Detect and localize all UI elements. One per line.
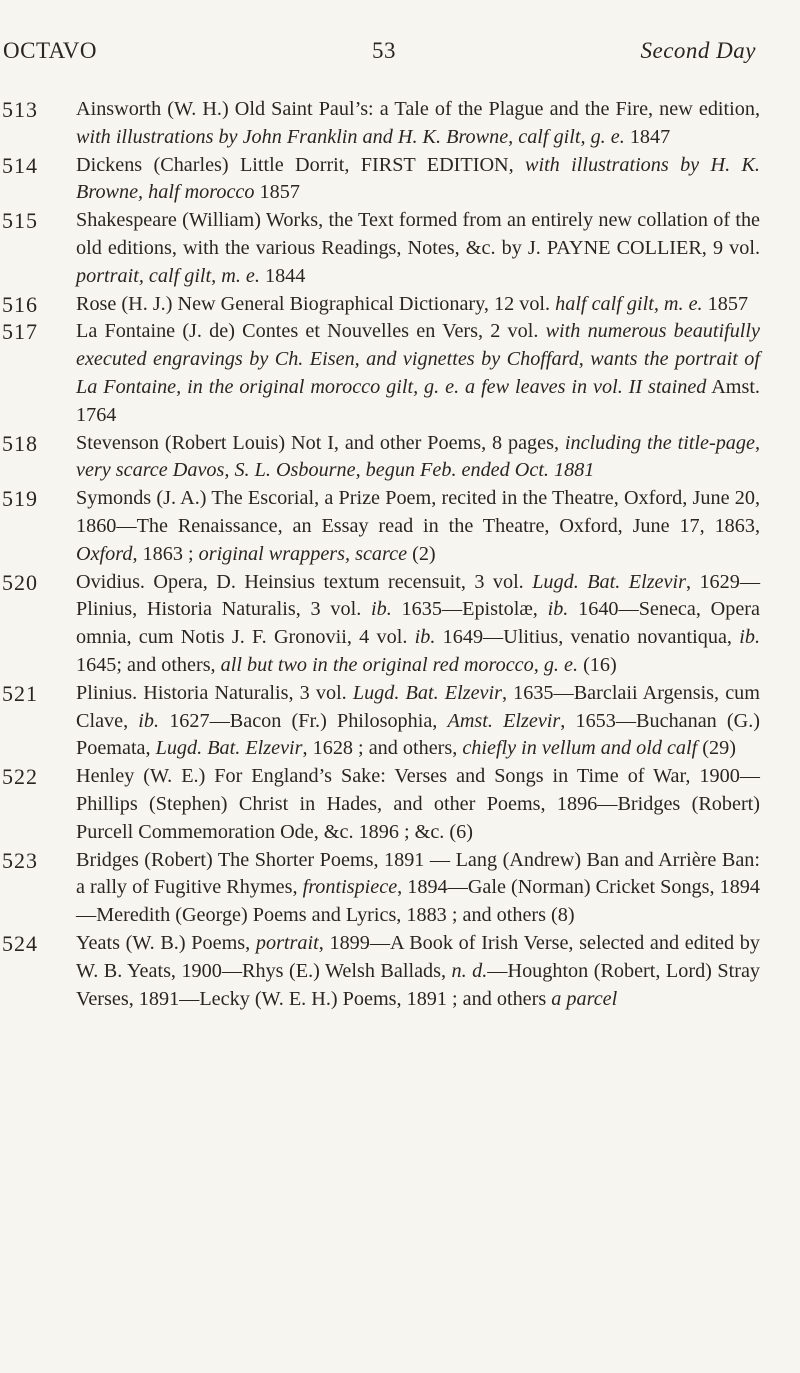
- page-header: [0, 38, 800, 72]
- format-heading: OCTAVO: [3, 38, 98, 63]
- lot-entry: [0, 291, 800, 319]
- lot-description-italic: chiefly in vellum and old calf: [462, 737, 698, 760]
- lot-description: [76, 680, 760, 763]
- lot-description: [76, 569, 760, 680]
- lot-description-italic: a parcel: [551, 987, 618, 1010]
- lot-entry: [0, 763, 800, 846]
- lot-description-text: , 1635—Barclaii Argensis, cum Clave,: [76, 681, 760, 732]
- lot-entry: [0, 430, 800, 486]
- lot-description-text: , 1629—Plinius, Historia Naturalis, 3 vol.: [76, 570, 761, 621]
- lot-description-text: 1844: [259, 264, 306, 287]
- lot-number: 523: [2, 847, 38, 873]
- lot-description-italic: ib.: [371, 598, 392, 621]
- lot-description: [76, 96, 760, 152]
- lot-number: 514: [2, 152, 38, 178]
- lot-description-text: , 1653—Buchanan (G.) Poemata,: [76, 709, 760, 760]
- lot-description-text: 1649—Ulitius, venatio novantiqua,: [435, 626, 740, 649]
- lot-description-italic: frontispiece: [302, 876, 398, 899]
- lot-number: 518: [2, 430, 38, 456]
- lot-description: [76, 291, 760, 319]
- lot-number: 519: [2, 486, 38, 512]
- lot-description-italic: original wrappers, scarce: [198, 542, 408, 565]
- lot-description-italic: Lugd. Bat. Elzevir: [352, 681, 502, 704]
- lot-description-text: (2): [407, 542, 436, 565]
- lot-entry: [0, 680, 800, 763]
- lot-description-text: Ainsworth (W. H.) Old Saint Paul’s: a Tale of the Plague and the Fire, new edition,: [76, 98, 760, 120]
- lot-description: [76, 930, 760, 1013]
- lot-description-text: (16): [578, 653, 617, 676]
- lot-number: 524: [2, 930, 38, 956]
- lot-description-italic: including the title-page, very scarce Davos, S. L. Osbourne, begun Feb. ended Oct. 1881: [76, 431, 761, 482]
- lot-description-italic: n. d.: [451, 959, 488, 982]
- lot-description-italic: Amst. Elzevir: [447, 709, 561, 732]
- lot-description-text: , 1863 ;: [132, 542, 199, 565]
- lot-number: 520: [2, 569, 38, 595]
- lot-description-italic: Lugd. Bat. Elzevir: [532, 570, 686, 593]
- lot-description-text: 1847: [624, 125, 671, 148]
- lot-description: [76, 485, 760, 568]
- lot-number: 522: [2, 764, 38, 790]
- lot-entry: [0, 207, 800, 290]
- lot-description-italic: all but two in the original red morocco, g. e.: [220, 653, 579, 676]
- lot-description: [76, 207, 760, 290]
- lot-description-text: , 1899—A Book of Irish Verse, selected and edited by W. B. Yeats, 1900—Rhys (E.) Welsh Ballads,: [76, 931, 760, 982]
- lot-description-text: Dickens (Charles) Little Dorrit, FIRST EDITION,: [76, 153, 525, 176]
- lot-description-text: (29): [697, 737, 736, 760]
- lot-description-text: Bridges (Robert) The Shorter Poems, 1891 — Lang (Andrew) Ban and Arrière Ban: a rally of Fugitive Rhymes,: [76, 848, 760, 899]
- lot-description-text: Shakespeare (William) Works, the Text formed from an entirely new collation of the old editions, with the various Readings, Notes, &c. by J. PAYNE COLLIER, 9 vol.: [76, 209, 760, 259]
- lot-entry: [0, 318, 800, 429]
- lot-description-text: , 1628 ; and others,: [302, 737, 463, 760]
- lot-number: 517: [2, 319, 38, 345]
- lot-description-italic: ib.: [739, 626, 760, 649]
- lot-entry: [0, 569, 800, 680]
- lot-description-text: Stevenson (Robert Louis) Not I, and other Poems, 8 pages,: [76, 431, 565, 454]
- lot-list: [0, 96, 800, 1013]
- lot-entry: [0, 485, 800, 568]
- lot-description-italic: Lugd. Bat. Elzevir: [155, 737, 303, 760]
- lot-description-text: Yeats (W. B.) Poems,: [76, 931, 256, 954]
- lot-description-text: La Fontaine (J. de) Contes et Nouvelles en Vers, 2 vol.: [76, 320, 546, 343]
- sale-day-heading: Second Day: [640, 38, 756, 63]
- lot-description-text: 1635—Epistolæ,: [391, 598, 548, 621]
- lot-number: 521: [2, 680, 38, 706]
- lot-description: [76, 152, 760, 208]
- lot-description-italic: portrait: [255, 931, 319, 954]
- lot-description-text: Henley (W. E.) For England’s Sake: Verses and Songs in Time of War, 1900—Phillips (Stephen) Christ in Hades, and other Poems, 1896—Bridges (Robert) Purcell Commemoration Ode, &c. 1896 ; &c. (6): [76, 765, 760, 843]
- lot-number: 516: [2, 291, 38, 317]
- lot-description-text: , 1894—Gale (Norman) Cricket Songs, 1894—Meredith (George) Poems and Lyrics, 1883 ; and others (8): [76, 876, 760, 927]
- lot-description: [76, 318, 760, 429]
- lot-description-text: 1627—Bacon (Fr.) Philosophia,: [159, 709, 448, 732]
- lot-description-text: 1640—Seneca, Opera omnia, cum Notis J. F. Gronovii, 4 vol.: [76, 598, 760, 649]
- lot-number: 513: [2, 97, 38, 122]
- lot-description-text: Plinius. Historia Naturalis, 3 vol.: [76, 681, 353, 704]
- lot-description-text: Rose (H. J.) New General Biographical Dictionary, 12 vol.: [76, 292, 556, 315]
- lot-description: [76, 430, 760, 486]
- lot-description: [76, 763, 760, 846]
- lot-description-italic: Oxford: [76, 542, 133, 565]
- lot-entry: [0, 152, 800, 208]
- lot-entry: [0, 847, 800, 930]
- lot-description-italic: ib.: [138, 709, 160, 732]
- lot-description-text: Amst. 1764: [76, 375, 760, 426]
- lot-entry: [0, 930, 800, 1013]
- lot-entry: [0, 96, 800, 152]
- lot-number: 515: [2, 208, 38, 234]
- lot-description-text: Ovidius. Opera, D. Heinsius textum recensuit, 3 vol.: [76, 570, 533, 593]
- lot-description-italic: half calf gilt, m. e.: [555, 292, 703, 315]
- lot-description-italic: ib.: [547, 598, 569, 621]
- lot-description-text: 1857: [254, 181, 300, 204]
- lot-description-text: 1857: [702, 292, 749, 315]
- lot-description-italic: ib.: [414, 626, 436, 649]
- lot-description-italic: with numerous beautifully executed engravings by Ch. Eisen, and vignettes by Choffard, wants the portrait of La Fontaine, in the original morocco gilt, g. e. a few leaves in vol. II stained: [76, 320, 760, 398]
- lot-description-italic: with illustrations by H. K. Browne, half morocco: [76, 153, 760, 204]
- lot-description-italic: with illustrations by John Franklin and H. K. Browne, calf gilt, g. e.: [76, 125, 625, 148]
- lot-description-text: Symonds (J. A.) The Escorial, a Prize Poem, recited in the Theatre, Oxford, June 20, 1860—The Renaissance, an Essay read in the Theatre, Oxford, June 17, 1863,: [76, 487, 760, 537]
- page-number: 53: [372, 38, 396, 63]
- lot-description-italic: portrait, calf gilt, m. e.: [76, 264, 260, 287]
- lot-description-text: —Houghton (Robert, Lord) Stray Verses, 1891—Lecky (W. E. H.) Poems, 1891 ; and others: [76, 959, 760, 1010]
- lot-description: [76, 847, 760, 930]
- lot-description-text: 1645; and others,: [76, 653, 221, 676]
